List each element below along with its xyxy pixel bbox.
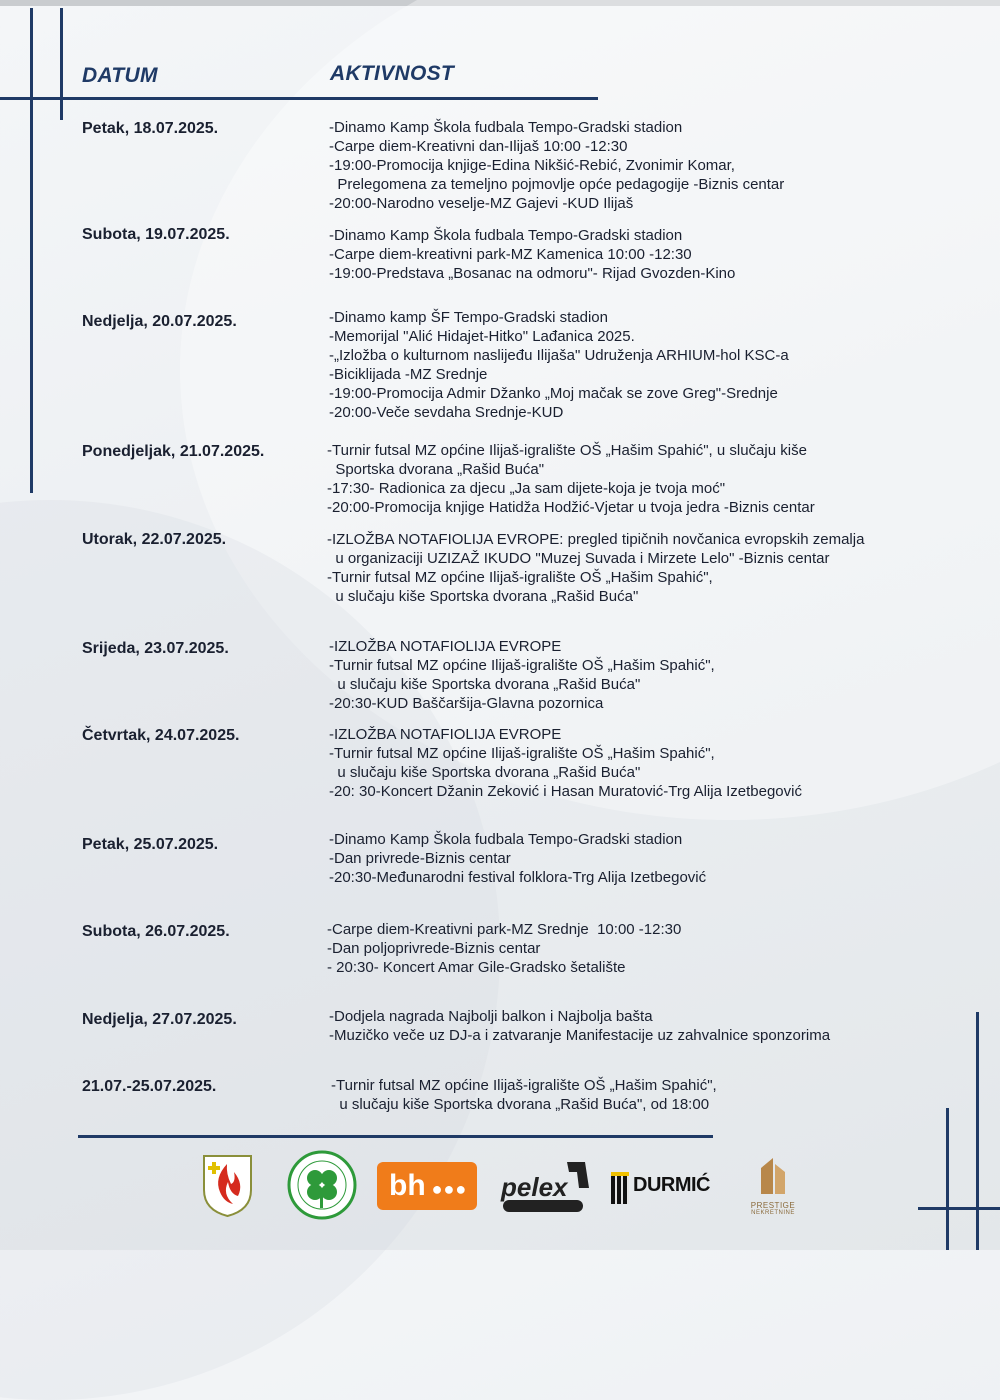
activity-list [327,530,864,606]
activity-item: -20:00-Veče sevdaha Srednje-KUD [329,404,564,421]
activity-item: u slučaju kiše Sportska dvorana „Rašid Buća", od 18:00 [331,1096,710,1113]
activity-item: -20:30-Međunarodni festival folklora-Trg Alija Izetbegović [329,869,707,886]
schedule-date: Četvrtak, 24.07.2025. [82,727,240,744]
activity-item: - 20:30- Koncert Amar Gile-Gradsko šetalište [327,959,626,976]
activity-item: -Turnir futsal MZ općine Ilijaš-igralište OŠ „Hašim Spahić", u slučaju kiše [327,442,807,459]
sponsor-logos [195,1150,815,1225]
activity-item: -Carpe diem-Kreativni dan-Ilijaš 10:00 -12:30 [329,138,628,155]
activity-item: -20:30-KUD Baščaršija-Glavna pozornica [329,695,604,712]
activity-item: -Turnir futsal MZ općine Ilijaš-igralište OŠ „Hašim Spahić", [327,569,713,586]
prestige-building-icon [753,1156,793,1196]
activity-item: Prelegomena za temeljno pojmovlje opće pedagogije -Biznis centar [329,176,785,193]
activity-list [331,1076,717,1114]
column-header-date: DATUM [82,64,158,87]
activity-item: -Dan privrede-Biznis centar [329,850,511,867]
activity-item: -Carpe diem-kreativni park-MZ Kamenica 10:00 -12:30 [329,246,692,263]
activity-list [329,226,735,283]
activity-item: -19:00-Predstava „Bosanac na odmoru"- Rijad Gvozden-Kino [329,265,736,282]
activity-item: -„Izložba o kulturnom naslijeđu Ilijaša" Udruženja ARHIUM-hol KSC-a [329,347,789,364]
durmic-building-icon [611,1172,629,1204]
activity-item: -Carpe diem-Kreativni park-MZ Srednje 10:00 -12:30 [327,921,682,938]
activity-item: -19:00-Promocija Admir Džanko „Moj mačak se zove Greg"-Srednje [329,385,778,402]
activity-item: -Dinamo Kamp Škola fudbala Tempo-Gradski stadion [329,227,683,244]
activity-list [329,118,784,213]
activity-list [329,725,802,801]
activity-item: -20: 30-Koncert Džanin Zeković i Hasan Muratović-Trg Alija Izetbegović [329,783,802,800]
frame-line-right-2 [946,1108,949,1250]
activity-item: -IZLOŽBA NOTAFIOLIJA EVROPE [329,638,562,655]
activity-item: Sportska dvorana „Rašid Buća" [327,461,545,478]
activity-item: -Memorijal "Alić Hidajet-Hitko" Lađanica 2025. [329,328,635,345]
bh-telecom-logo: bh ●●● [377,1162,477,1210]
schedule-date: Ponedjeljak, 21.07.2025. [82,443,265,460]
frame-line-bottom [918,1207,1000,1210]
schedule-date: Subota, 19.07.2025. [82,226,230,243]
bh-dots-icon: ●●● [425,1179,468,1199]
schedule-date: 21.07.-25.07.2025. [82,1078,217,1095]
activity-item: -Biciklijada -MZ Srednje [329,366,488,383]
activity-item: -Turnir futsal MZ općine Ilijaš-igralište OŠ „Hašim Spahić", [329,657,715,674]
activity-item: u organizaciji UZIZAŽ IKUDO "Muzej Suvada i Mirzete Lelo" -Biznis centar [327,550,830,567]
activity-item: -Muzičko veče uz DJ-a i zatvaranje Manifestacije uz zahvalnice sponzorima [329,1027,831,1044]
header-underline [0,97,598,100]
activity-list [327,920,681,977]
activity-list [329,308,789,422]
schedule-date: Petak, 25.07.2025. [82,836,219,853]
activity-item: -Dinamo Kamp Škola fudbala Tempo-Gradski stadion [329,831,683,848]
durmic-logo: DURMIĆ [611,1172,719,1206]
schedule-date: Srijeda, 23.07.2025. [82,640,229,657]
municipality-coat-of-arms-logo [200,1150,255,1218]
activity-item: -Turnir futsal MZ općine Ilijaš-igralište OŠ „Hašim Spahić", [329,745,715,762]
activity-item: -Dinamo Kamp Škola fudbala Tempo-Gradski stadion [329,119,683,136]
activity-item: -Turnir futsal MZ općine Ilijaš-igralište OŠ „Hašim Spahić", [331,1077,717,1094]
frame-line-right [976,1012,979,1250]
schedule-date: Nedjelja, 27.07.2025. [82,1011,237,1028]
pelex-logo: pelex [497,1158,593,1216]
frame-line-left-2 [60,8,63,120]
schedule-date: Petak, 18.07.2025. [82,120,219,137]
activity-item: u slučaju kiše Sportska dvorana „Rašid Buća" [329,764,641,781]
prestige-nekretnine-logo: PRESTIGE NEKRETNINE [743,1156,803,1220]
schedule-date: Nedjelja, 20.07.2025. [82,313,237,330]
activity-list [327,441,815,517]
column-header-activity: AKTIVNOST [330,62,455,85]
activity-item: -IZLOŽBA NOTAFIOLIJA EVROPE [329,726,562,743]
activity-item: -20:00-Promocija knjige Hatidža Hodžić-Vjetar u tvoja jedra -Biznis centar [327,499,815,516]
schedule-date: Utorak, 22.07.2025. [82,531,227,548]
activity-item: -Dodjela nagrada Najbolji balkon i Najbolja bašta [329,1008,653,1025]
activity-item: -Dan poljoprivrede-Biznis centar [327,940,541,957]
activity-list [329,830,706,887]
activity-item: u slučaju kiše Sportska dvorana „Rašid Buća" [329,676,641,693]
activity-item: -IZLOŽBA NOTAFIOLIJA EVROPE: pregled tipičnih novčanica evropskih zemalja [327,531,865,548]
activity-list [329,1007,830,1045]
kulturno-sportski-centar-logo [287,1150,357,1220]
activity-item: -17:30- Radionica za djecu „Ja sam dijete-koja je tvoja moć" [327,480,726,497]
schedule-date: Subota, 26.07.2025. [82,923,230,940]
activity-list [329,637,715,713]
activity-item: -19:00-Promocija knjige-Edina Nikšić-Rebić, Zvonimir Komar, [329,157,735,174]
footer-line [78,1135,713,1138]
activity-item: -Dinamo kamp ŠF Tempo-Gradski stadion [329,309,608,326]
frame-line-left [30,8,33,493]
activity-item: u slučaju kiše Sportska dvorana „Rašid Buća" [327,588,639,605]
activity-item: -20:00-Narodno veselje-MZ Gajevi -KUD Ilijaš [329,195,634,212]
